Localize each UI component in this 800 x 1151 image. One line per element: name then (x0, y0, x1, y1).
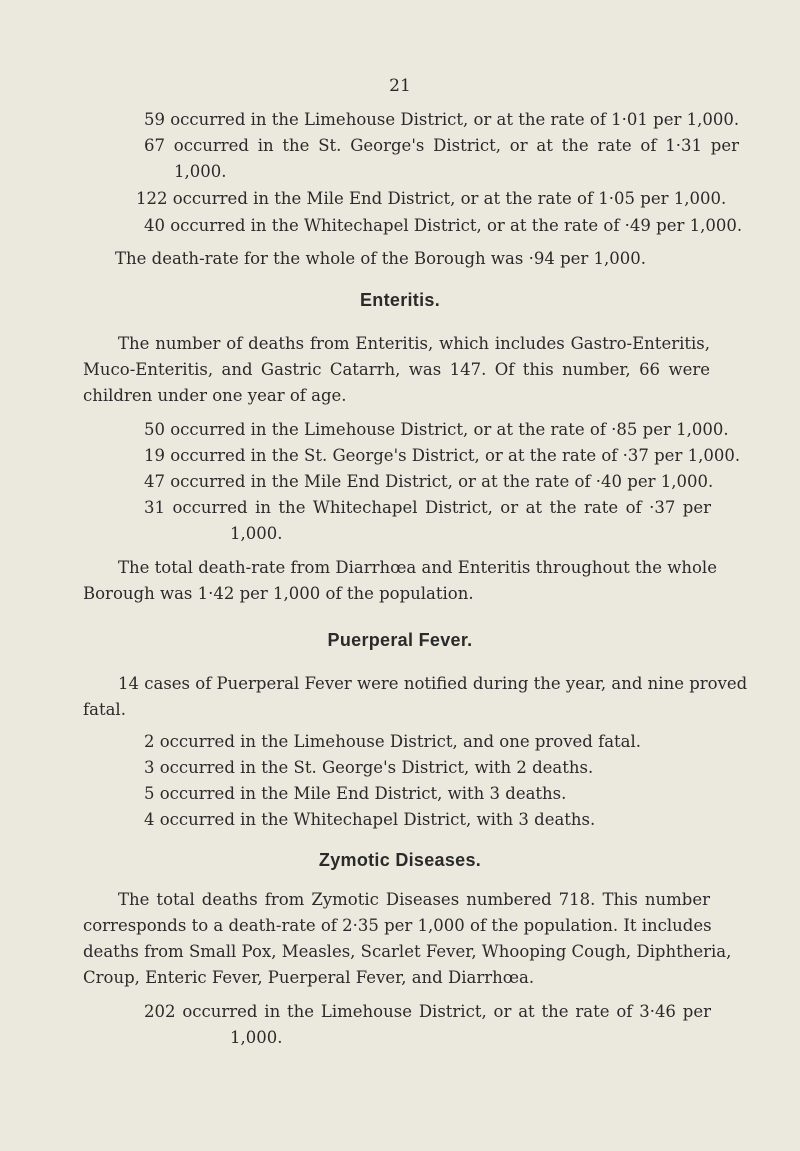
puerperal-heading: Puerperal Fever. (327, 630, 473, 650)
enteritis-whitechapel-line: 31 occurred in the Whitechapel District, or at the rate of ·37 per (144, 498, 711, 517)
zymotic-para-line: corresponds to a death-rate of 2·35 per 1,000 of the population. It includes (83, 916, 712, 935)
puerperal-limehouse-line: 2 occurred in the Limehouse District, and one proved fatal. (144, 732, 642, 751)
enteritis-limehouse-line: 50 occurred in the Limehouse District, or at the rate of ·85 per 1,000. (144, 420, 729, 439)
puerperal-para-line: 14 cases of Puerperal Fever were notified during the year, and nine proved (118, 674, 748, 693)
enteritis-whitechapel-continuation: 1,000. (230, 524, 283, 543)
page-number: 21 (389, 76, 411, 96)
limehouse-rate-line: 59 occurred in the Limehouse District, or at the rate of 1·01 per 1,000. (144, 110, 740, 129)
puerperal-mile-end-line: 5 occurred in the Mile End District, with 3 deaths. (144, 784, 567, 803)
enteritis-para-line: Muco-Enteritis, and Gastric Catarrh, was 147. Of this number, 66 were (83, 360, 710, 379)
puerperal-st-georges-line: 3 occurred in the St. George's District, with 2 deaths. (144, 758, 594, 777)
zymotic-para-line: The total deaths from Zymotic Diseases numbered 718. This number (118, 890, 710, 909)
enteritis-heading: Enteritis. (359, 290, 441, 310)
puerperal-whitechapel-line: 4 occurred in the Whitechapel District, with 3 deaths. (144, 810, 596, 829)
zymotic-para-line: Croup, Enteric Fever, Puerperal Fever, and Diarrhœa. (83, 968, 535, 987)
zymotic-limehouse-continuation: 1,000. (230, 1028, 283, 1047)
enteritis-para-line: children under one year of age. (83, 386, 347, 405)
enteritis-mile-end-line: 47 occurred in the Mile End District, or at the rate of ·40 per 1,000. (144, 472, 714, 491)
whitechapel-rate-line: 40 occurred in the Whitechapel District, or at the rate of ·49 per 1,000. (144, 216, 743, 235)
borough-death-rate: The death-rate for the whole of the Borough was ·94 per 1,000. (115, 249, 647, 268)
diarrhoea-enteritis-total-line: Borough was 1·42 per 1,000 of the population. (83, 584, 474, 603)
zymotic-heading: Zymotic Diseases. (318, 850, 482, 870)
enteritis-st-georges-line: 19 occurred in the St. George's District, or at the rate of ·37 per 1,000. (144, 446, 741, 465)
zymotic-para-line: deaths from Small Pox, Measles, Scarlet Fever, Whooping Cough, Diphtheria, (83, 942, 732, 961)
st-georges-rate-continuation: 1,000. (174, 162, 227, 181)
st-georges-rate-line: 67 occurred in the St. George's District, or at the rate of 1·31 per (144, 136, 739, 155)
diarrhoea-enteritis-total-line: The total death-rate from Diarrhœa and Enteritis throughout the whole (118, 558, 717, 577)
puerperal-para-line: fatal. (83, 700, 126, 719)
enteritis-para-line: The number of deaths from Enteritis, which includes Gastro-Enteritis, (118, 334, 710, 353)
mile-end-rate-line: 122 occurred in the Mile End District, or at the rate of 1·05 per 1,000. (136, 189, 727, 208)
zymotic-limehouse-line: 202 occurred in the Limehouse District, or at the rate of 3·46 per (144, 1002, 711, 1021)
